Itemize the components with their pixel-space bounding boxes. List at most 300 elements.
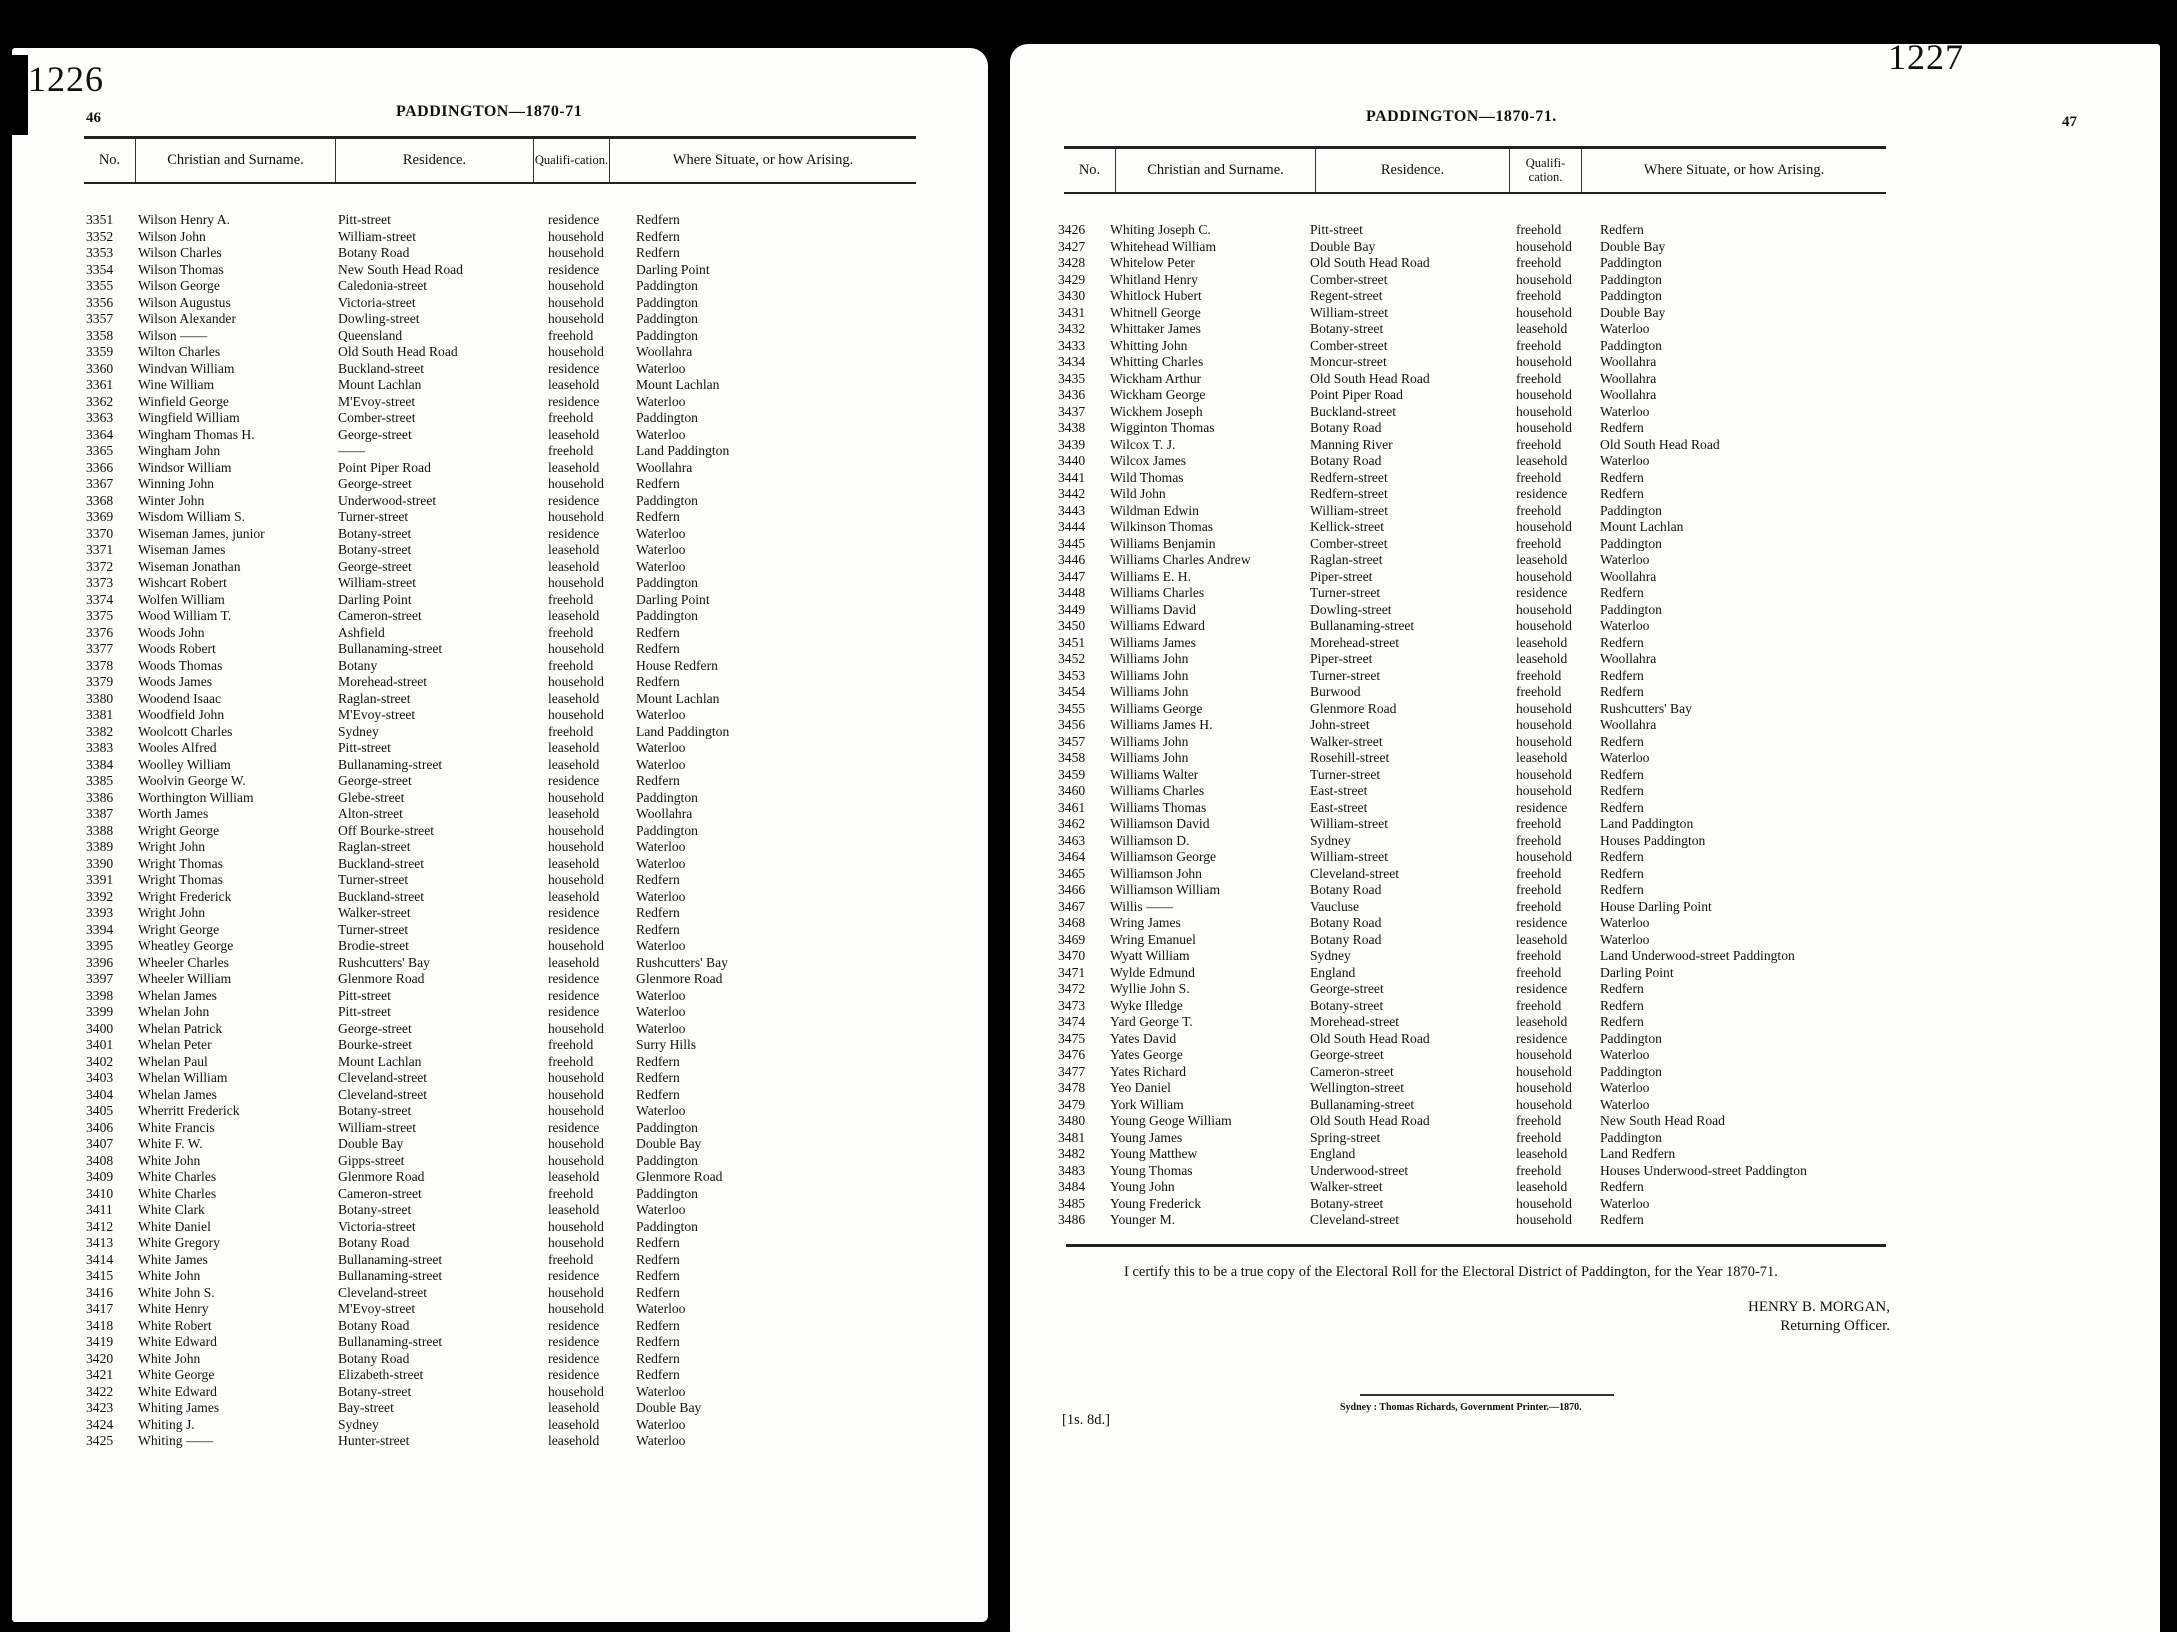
residence: Moncur-street bbox=[1310, 354, 1387, 369]
entry-number: 3388 bbox=[86, 822, 114, 838]
residence: Brodie-street bbox=[338, 938, 409, 953]
where-situate: Woollahra bbox=[636, 806, 693, 821]
residence: Cameron-street bbox=[338, 1185, 422, 1201]
residence: Glebe-street bbox=[338, 789, 405, 805]
entry-number: 3417 bbox=[86, 1301, 114, 1316]
residence: Bullanaming-street bbox=[1310, 618, 1415, 633]
where-situate: Redfern bbox=[636, 245, 680, 260]
table-row bbox=[1058, 1064, 1900, 1081]
entry-number: 3459 bbox=[1058, 766, 1086, 782]
table-row bbox=[86, 1186, 836, 1203]
where-situate: Waterloo bbox=[1600, 750, 1650, 765]
where-situate: Mount Lachlan bbox=[636, 377, 720, 392]
table-row bbox=[86, 1021, 836, 1038]
where-situate: Paddington bbox=[636, 410, 698, 425]
qualification: household bbox=[548, 1383, 604, 1399]
elector-name: Winfield George bbox=[138, 393, 229, 409]
qualification: leasehold bbox=[548, 1202, 600, 1217]
residence: M'Evoy-street bbox=[338, 393, 416, 409]
right-page bbox=[1010, 44, 2160, 1632]
qualification: freehold bbox=[548, 1251, 594, 1267]
table-row bbox=[86, 740, 836, 757]
where-situate: Woollahra bbox=[636, 459, 693, 475]
entry-number: 3457 bbox=[1058, 733, 1086, 749]
entry-number: 3385 bbox=[86, 773, 114, 788]
table-row bbox=[1058, 651, 1900, 668]
table-row bbox=[86, 922, 836, 939]
elector-name: Woods Thomas bbox=[138, 657, 223, 673]
table-row bbox=[1058, 833, 1900, 850]
where-situate: Paddington bbox=[636, 1152, 698, 1168]
table-row bbox=[86, 790, 836, 807]
qualification: household bbox=[1516, 733, 1572, 749]
where-situate: Waterloo bbox=[1600, 1195, 1650, 1211]
residence: George-street bbox=[1310, 981, 1384, 996]
table-row bbox=[86, 311, 836, 328]
qualification: household bbox=[548, 839, 604, 854]
qualification: residence bbox=[548, 921, 600, 937]
entry-number: 3376 bbox=[86, 624, 114, 640]
residence: Bullanaming-street bbox=[338, 641, 443, 656]
qualification: household bbox=[1516, 717, 1572, 732]
qualification: leasehold bbox=[548, 608, 600, 623]
entry-number: 3481 bbox=[1058, 1129, 1086, 1145]
elector-name: Whelan Paul bbox=[138, 1053, 208, 1069]
residence: Buckland-street bbox=[338, 855, 425, 871]
entry-number: 3479 bbox=[1058, 1096, 1086, 1112]
where-situate: Redfern bbox=[636, 1284, 680, 1300]
residence: Ashfield bbox=[338, 624, 385, 640]
elector-name: Williams Charles Andrew bbox=[1110, 552, 1251, 567]
elector-name: Young Geoge William bbox=[1110, 1113, 1232, 1128]
where-situate: Waterloo bbox=[636, 393, 686, 409]
residence: Botany Road bbox=[1310, 420, 1382, 435]
elector-name: Whelan Patrick bbox=[138, 1020, 223, 1036]
elector-name: Williams George bbox=[1110, 700, 1203, 716]
entry-number: 3391 bbox=[86, 872, 114, 887]
header-no: No. bbox=[84, 139, 136, 182]
qualification: freehold bbox=[1516, 684, 1562, 699]
elector-name: White Francis bbox=[138, 1119, 215, 1135]
residence: Sydney bbox=[338, 723, 379, 739]
residence: Botany-street bbox=[338, 1383, 412, 1399]
elector-name: Woolley William bbox=[138, 756, 231, 772]
elector-name: White John bbox=[138, 1152, 201, 1168]
table-row bbox=[1058, 767, 1900, 784]
table-row bbox=[1058, 1031, 1900, 1048]
elector-name: Whitelow Peter bbox=[1110, 255, 1195, 270]
where-situate: Redfern bbox=[636, 1317, 680, 1333]
residence: Sydney bbox=[338, 1416, 379, 1432]
entry-number: 3460 bbox=[1058, 783, 1086, 798]
elector-name: Wring Emanuel bbox=[1110, 931, 1196, 947]
entry-number: 3410 bbox=[86, 1185, 114, 1201]
qualification: household bbox=[548, 1020, 604, 1036]
entry-number: 3469 bbox=[1058, 931, 1086, 947]
elector-name: White Charles bbox=[138, 1169, 217, 1184]
entry-number: 3372 bbox=[86, 558, 114, 574]
qualification: leasehold bbox=[1516, 552, 1568, 567]
table-row bbox=[86, 575, 836, 592]
residence: England bbox=[1310, 1146, 1356, 1161]
entry-number: 3408 bbox=[86, 1152, 114, 1168]
elector-name: Woodfield John bbox=[138, 707, 225, 722]
elector-name: Wheatley George bbox=[138, 938, 234, 953]
qualification: household bbox=[548, 872, 604, 887]
elector-name: White Clark bbox=[138, 1202, 205, 1217]
where-situate: Redfern bbox=[1600, 997, 1644, 1013]
elector-name: Williams John bbox=[1110, 667, 1189, 683]
where-situate: Redfern bbox=[1600, 1212, 1644, 1227]
table-row bbox=[86, 410, 836, 427]
table-row bbox=[86, 988, 836, 1005]
elector-name: Wisdom William S. bbox=[138, 509, 246, 524]
table-row bbox=[86, 1169, 836, 1186]
elector-name: Whiting J. bbox=[138, 1416, 195, 1432]
entry-number: 3486 bbox=[1058, 1212, 1086, 1227]
table-row bbox=[86, 691, 836, 708]
entry-number: 3440 bbox=[1058, 453, 1086, 468]
where-situate: Waterloo bbox=[636, 756, 686, 772]
qualification: freehold bbox=[1516, 469, 1562, 485]
elector-name: Williams John bbox=[1110, 684, 1189, 699]
qualification: household bbox=[548, 509, 604, 524]
where-situate: Woollahra bbox=[1600, 370, 1657, 386]
qualification: residence bbox=[548, 1317, 600, 1333]
elector-name: Whitting John bbox=[1110, 337, 1188, 353]
qualification: household bbox=[548, 311, 604, 326]
residence: Turner-street bbox=[338, 921, 409, 937]
elector-name: Whiting Joseph C. bbox=[1110, 222, 1211, 237]
where-situate: Redfern bbox=[1600, 222, 1644, 237]
table-row bbox=[1058, 849, 1900, 866]
table-row bbox=[1058, 1179, 1900, 1196]
where-situate: Waterloo bbox=[1600, 618, 1650, 633]
qualification: residence bbox=[1516, 585, 1568, 600]
table-row bbox=[86, 229, 836, 246]
table-row bbox=[86, 1087, 836, 1104]
qualification: freehold bbox=[1516, 337, 1562, 353]
where-situate: Waterloo bbox=[1600, 453, 1650, 468]
qualification: residence bbox=[548, 971, 600, 986]
table-row bbox=[1058, 1047, 1900, 1064]
elector-name: Wring James bbox=[1110, 915, 1181, 930]
where-situate: Double Bay bbox=[1600, 304, 1666, 320]
elector-name: Wilson Henry A. bbox=[138, 212, 230, 227]
qualification: freehold bbox=[1516, 997, 1562, 1013]
where-situate: Waterloo bbox=[1600, 403, 1650, 419]
qualification: household bbox=[1516, 387, 1572, 402]
where-situate: Paddington bbox=[636, 1119, 698, 1135]
qualification: freehold bbox=[548, 591, 594, 607]
residence: Botany bbox=[338, 657, 378, 673]
residence: Redfern-street bbox=[1310, 469, 1388, 485]
elector-name: White John bbox=[138, 1268, 201, 1283]
where-situate: Waterloo bbox=[1600, 1080, 1650, 1095]
qualification: household bbox=[1516, 601, 1572, 617]
header-residence: Residence. bbox=[336, 139, 534, 182]
residence: Cleveland-street bbox=[338, 1070, 428, 1085]
where-situate: Land Redfern bbox=[1600, 1146, 1676, 1161]
table-row bbox=[86, 460, 836, 477]
table-row bbox=[86, 1153, 836, 1170]
qualification: leasehold bbox=[1516, 634, 1568, 650]
residence: Botany Road bbox=[1310, 453, 1382, 468]
residence: William-street bbox=[338, 1119, 416, 1135]
entry-number: 3419 bbox=[86, 1334, 114, 1349]
entry-number: 3437 bbox=[1058, 403, 1086, 419]
qualification: freehold bbox=[1516, 964, 1562, 980]
elector-name: Williamson William bbox=[1110, 882, 1221, 897]
table-row bbox=[86, 608, 836, 625]
residence: Pitt-street bbox=[338, 987, 391, 1003]
residence: Victoria-street bbox=[338, 294, 416, 310]
elector-name: Whelan Peter bbox=[138, 1037, 212, 1052]
entry-number: 3473 bbox=[1058, 997, 1086, 1013]
entry-number: 3446 bbox=[1058, 552, 1086, 567]
residence: Botany-street bbox=[338, 542, 412, 557]
residence: William-street bbox=[1310, 849, 1388, 864]
page-title: PADDINGTON—1870-71. bbox=[1366, 108, 1557, 125]
elector-name: White Henry bbox=[138, 1301, 209, 1316]
elector-name: Yard George T. bbox=[1110, 1014, 1193, 1029]
entry-number: 3413 bbox=[86, 1235, 114, 1250]
elector-name: Whitnell George bbox=[1110, 304, 1201, 320]
where-situate: Redfern bbox=[636, 674, 680, 689]
entry-number: 3383 bbox=[86, 740, 114, 755]
entry-number: 3355 bbox=[86, 278, 114, 293]
entry-number: 3458 bbox=[1058, 750, 1086, 765]
page-title: PADDINGTON—1870-71 bbox=[396, 103, 583, 120]
residence: East-street bbox=[1310, 799, 1368, 815]
table-row bbox=[1058, 1097, 1900, 1114]
entry-number: 3412 bbox=[86, 1218, 114, 1234]
residence: Morehead-street bbox=[338, 674, 428, 689]
where-situate: Paddington bbox=[636, 1218, 698, 1234]
where-situate: Glenmore Road bbox=[636, 971, 723, 986]
entry-number: 3465 bbox=[1058, 865, 1086, 881]
elector-name: Wine William bbox=[138, 377, 215, 392]
printer-rule bbox=[1360, 1394, 1614, 1396]
residence: Cleveland-street bbox=[1310, 865, 1400, 881]
where-situate: Woollahra bbox=[1600, 387, 1657, 402]
qualification: leasehold bbox=[1516, 1014, 1568, 1029]
residence: George-street bbox=[1310, 1047, 1384, 1062]
where-situate: Paddington bbox=[636, 822, 698, 838]
entry-number: 3416 bbox=[86, 1284, 114, 1300]
table-row bbox=[86, 361, 836, 378]
table-row bbox=[86, 938, 836, 955]
qualification: household bbox=[1516, 403, 1572, 419]
residence: Double Bay bbox=[338, 1136, 404, 1151]
entry-number: 3445 bbox=[1058, 535, 1086, 551]
where-situate: Paddington bbox=[1600, 1030, 1662, 1046]
table-row bbox=[86, 1120, 836, 1137]
table-row bbox=[1058, 371, 1900, 388]
qualification: freehold bbox=[1516, 222, 1562, 237]
where-situate: Paddington bbox=[1600, 337, 1662, 353]
qualification: leasehold bbox=[548, 542, 600, 557]
electoral-roll-table bbox=[1058, 222, 1900, 1229]
elector-name: White John S. bbox=[138, 1284, 215, 1300]
residence: Mount Lachlan bbox=[338, 1053, 422, 1069]
entry-number: 3401 bbox=[86, 1037, 114, 1052]
where-situate: Redfern bbox=[636, 1070, 680, 1085]
residence: Kellick-street bbox=[1310, 519, 1384, 534]
qualification: household bbox=[548, 1301, 604, 1316]
entry-number: 3399 bbox=[86, 1004, 114, 1019]
entry-number: 3358 bbox=[86, 327, 114, 343]
header-no: No. bbox=[1064, 149, 1116, 192]
residence: Cleveland-street bbox=[338, 1284, 428, 1300]
entry-number: 3447 bbox=[1058, 568, 1086, 584]
where-situate: Paddington bbox=[1600, 288, 1662, 303]
qualification: leasehold bbox=[1516, 1179, 1568, 1194]
residence: William-street bbox=[1310, 502, 1388, 518]
where-situate: Paddington bbox=[636, 278, 698, 293]
table-row bbox=[86, 493, 836, 510]
elector-name: Wigginton Thomas bbox=[1110, 420, 1215, 435]
residence: Old South Head Road bbox=[1310, 1113, 1430, 1128]
table-row bbox=[1058, 288, 1900, 305]
where-situate: Redfern bbox=[1600, 981, 1644, 996]
residence: Botany Road bbox=[338, 245, 410, 260]
qualification: freehold bbox=[548, 443, 594, 458]
entry-number: 3472 bbox=[1058, 981, 1086, 996]
qualification: household bbox=[1516, 1063, 1572, 1079]
entry-number: 3379 bbox=[86, 674, 114, 689]
where-situate: Waterloo bbox=[636, 1004, 686, 1019]
elector-name: Williamson D. bbox=[1110, 832, 1190, 848]
qualification: residence bbox=[548, 261, 600, 277]
entry-number: 3395 bbox=[86, 938, 114, 953]
entry-number: 3363 bbox=[86, 410, 114, 425]
entry-number: 3409 bbox=[86, 1169, 114, 1184]
where-situate: Land Paddington bbox=[636, 443, 730, 458]
elector-name: Wickham George bbox=[1110, 387, 1206, 402]
table-row bbox=[1058, 816, 1900, 833]
qualification: household bbox=[548, 294, 604, 310]
entry-number: 3404 bbox=[86, 1086, 114, 1102]
elector-name: Windvan William bbox=[138, 360, 235, 376]
entry-number: 3357 bbox=[86, 311, 114, 326]
residence: Cleveland-street bbox=[338, 1086, 428, 1102]
residence: Sydney bbox=[1310, 948, 1351, 963]
residence: Bullanaming-street bbox=[1310, 1096, 1415, 1112]
qualification: leasehold bbox=[1516, 931, 1568, 947]
where-situate: Darling Point bbox=[636, 261, 710, 277]
residence: Old South Head Road bbox=[1310, 255, 1430, 270]
qualification: household bbox=[548, 641, 604, 656]
where-situate: Waterloo bbox=[1600, 1096, 1650, 1112]
where-situate: Waterloo bbox=[636, 1433, 686, 1448]
elector-name: Wilson Charles bbox=[138, 245, 222, 260]
where-situate: Paddington bbox=[1600, 502, 1662, 518]
table-row bbox=[1058, 1212, 1900, 1229]
qualification: household bbox=[548, 476, 604, 491]
qualification: household bbox=[548, 789, 604, 805]
elector-name: White Gregory bbox=[138, 1235, 220, 1250]
entry-number: 3422 bbox=[86, 1383, 114, 1399]
table-row bbox=[1058, 255, 1900, 272]
elector-name: White George bbox=[138, 1367, 215, 1382]
certification-text: I certify this to be a true copy of the Electoral Roll for the Electoral District of Paddington, for the Year 1870-71. bbox=[1124, 1264, 1778, 1280]
where-situate: Redfern bbox=[1600, 684, 1644, 699]
residence: Buckland-street bbox=[1310, 403, 1397, 419]
where-situate: New South Head Road bbox=[1600, 1113, 1725, 1128]
entry-number: 3393 bbox=[86, 905, 114, 920]
table-row bbox=[86, 592, 836, 609]
residence: George-street bbox=[338, 773, 412, 788]
qualification: residence bbox=[548, 492, 600, 508]
qualification: freehold bbox=[1516, 1129, 1562, 1145]
elector-name: Whittaker James bbox=[1110, 321, 1201, 336]
qualification: leasehold bbox=[548, 740, 600, 755]
where-situate: Waterloo bbox=[636, 426, 686, 442]
residence: Walker-street bbox=[1310, 1179, 1383, 1194]
entry-number: 3420 bbox=[86, 1350, 114, 1366]
elector-name: Whitlock Hubert bbox=[1110, 288, 1202, 303]
elector-name: White Daniel bbox=[138, 1218, 211, 1234]
qualification: freehold bbox=[548, 327, 594, 343]
where-situate: Double Bay bbox=[1600, 238, 1666, 254]
elector-name: Wilson Alexander bbox=[138, 311, 236, 326]
qualification: leasehold bbox=[548, 954, 600, 970]
residence: M'Evoy-street bbox=[338, 1301, 416, 1316]
elector-name: Winning John bbox=[138, 476, 215, 491]
residence: Turner-street bbox=[338, 872, 409, 887]
table-row bbox=[86, 1285, 836, 1302]
table-row bbox=[86, 806, 836, 823]
elector-name: White F. W. bbox=[138, 1136, 203, 1151]
residence: East-street bbox=[1310, 783, 1368, 798]
elector-name: Young Frederick bbox=[1110, 1195, 1202, 1211]
entry-number: 3475 bbox=[1058, 1030, 1086, 1046]
residence: Burwood bbox=[1310, 684, 1361, 699]
table-row bbox=[86, 674, 836, 691]
header-name: Christian and Surname. bbox=[136, 139, 336, 182]
table-row bbox=[86, 344, 836, 361]
where-situate: Waterloo bbox=[636, 1301, 686, 1316]
residence: Pitt-street bbox=[338, 1004, 391, 1019]
residence: Glenmore Road bbox=[338, 1169, 425, 1184]
where-situate: Redfern bbox=[1600, 420, 1644, 435]
entry-number: 3429 bbox=[1058, 271, 1086, 287]
elector-name: Wright Thomas bbox=[138, 872, 223, 887]
where-situate: Darling Point bbox=[1600, 964, 1674, 980]
qualification: household bbox=[1516, 783, 1572, 798]
qualification: leasehold bbox=[548, 806, 600, 821]
elector-name: Wood William T. bbox=[138, 608, 232, 623]
where-situate: Houses Paddington bbox=[1600, 832, 1706, 848]
residence: Piper-street bbox=[1310, 651, 1373, 666]
elector-name: Wheeler Charles bbox=[138, 954, 229, 970]
table-row bbox=[1058, 635, 1900, 652]
qualification: leasehold bbox=[1516, 750, 1568, 765]
residence: Botany Road bbox=[1310, 915, 1382, 930]
where-situate: Redfern bbox=[636, 1235, 680, 1250]
table-row bbox=[86, 872, 836, 889]
residence: Turner-street bbox=[338, 509, 409, 524]
entry-number: 3375 bbox=[86, 608, 114, 623]
qualification: freehold bbox=[548, 1053, 594, 1069]
entry-number: 3353 bbox=[86, 245, 114, 260]
table-row bbox=[86, 278, 836, 295]
residence: Darling Point bbox=[338, 591, 412, 607]
table-row bbox=[1058, 387, 1900, 404]
where-situate: Paddington bbox=[636, 1185, 698, 1201]
elector-name: Woolvin George W. bbox=[138, 773, 246, 788]
